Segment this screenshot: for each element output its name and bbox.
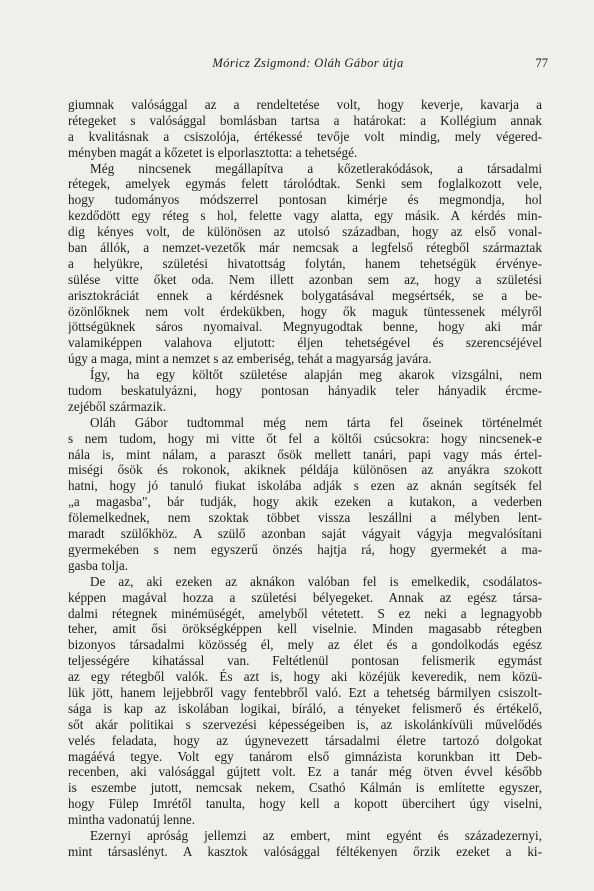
text-line: rétegeket s valósággal bomlásban tartsa a határokat: a Kollégium annak	[68, 112, 542, 128]
text-line: gyermekében s nem egyszerű önzés hajtja rá, hogy gyermekét a ma-	[68, 541, 542, 557]
text-line: rétegek, amelyek egymás felett tárolódtak. Senki sem foglalkozott vele,	[68, 176, 542, 192]
text-line: valamiképpen valahova eljutott: éljen tehetségével és szerencséjével	[68, 335, 542, 351]
text-line: Így, ha egy költőt születése alapján meg akarok vizsgálni, nem	[90, 367, 542, 383]
text-line: magáévá tegye. Volt egy tanárom első gimnázista korunkban itt Deb-	[68, 748, 542, 764]
text-line: mint társaslényt. A kasztok valósággal féltékenyen őrzik ezeket a ki-	[68, 843, 542, 859]
text-line: is eszembe jutott, nemcsak nekem, Csathó Kálmán is említette egyszer,	[68, 780, 542, 796]
text-line: maradt szülőkhöz. A szülő azonban saját vágyait vágyja megvalósítani	[68, 526, 542, 542]
text-line: De az, aki ezeken az aknákon valóban fel is emelkedik, csodálatos-	[90, 573, 542, 589]
body-text	[68, 97, 542, 860]
text-line: hatni, hogy jó tanuló fiukat iskolába adják s ezen az aknán segítsék fel	[68, 478, 542, 494]
text-line: dalmi rétegnek minémüségét, amelyből vétetett. S ez neki a legnagyobb	[68, 605, 542, 621]
text-line: teljességére kihatással van. Feltétlenül pontosan felismerik egymást	[68, 653, 542, 669]
text-line: hogy Fülep Imrétől tanulta, hogy kell a kopott übercihert úgy viselni,	[68, 796, 542, 812]
page-number: 77	[535, 56, 548, 70]
running-title: Móricz Zsigmond: Oláh Gábor útja	[212, 56, 404, 70]
text-line: Még nincsenek megállapítva a kőzetlerakódások, a társadalmi	[90, 160, 542, 176]
text-line: mintha vadonatúj lenne.	[68, 812, 196, 828]
text-line: úgy a maga, mint a nemzet s az emberiség, tehát a magyarság javára.	[68, 351, 432, 367]
text-line: tudom beskatulyázni, hogy pontosan hányadik teler hányadik ércme-	[68, 383, 542, 399]
text-line: Oláh Gábor tudtommal még nem tárta fel őseinek történelmét	[90, 414, 542, 430]
text-line: s nem tudom, hogy mi vitte őt fel a költői csúcsokra: hogy nincsenek-e	[68, 430, 542, 446]
text-line: jöttségüknek sáros nyomaival. Megnyugodtak benne, hogy aki már	[68, 319, 542, 335]
text-line: teher, amit ősi örökségképpen kell viselnie. Minden magasabb rétegben	[68, 621, 542, 637]
text-line: képpen magával hozza a születési bélyegeket. Annak az egész társa-	[68, 589, 542, 605]
text-line: recenben, aki valósággal gújtett volt. Ez a tanár még ötven évvel később	[68, 764, 542, 780]
text-line: giumnak valósággal az a rendeltetése volt, hogy keverje, kavarja a	[68, 97, 542, 112]
text-line: velés feladata, hogy az úgynevezett társadalmi életre tartozó dolgokat	[68, 732, 542, 748]
text-line: Ezernyi apróság jellemzi az embert, mint egyént és századezernyi,	[90, 827, 542, 843]
text-line: dig kényes volt, de különösen az utolsó században, hogy az első vonal-	[68, 224, 542, 240]
running-header	[68, 56, 548, 72]
text-line: az egy rétegből valók. És azt is, hogy aki közéjük keveredik, nem közü-	[68, 669, 542, 685]
text-line: ban állók, a nemzet-vezetők már nemcsak a legfelső rétegből származtak	[68, 240, 542, 256]
text-line: sőt akár politikai s szervezési képességeiben is, az iskolánkívüli művelődés	[68, 716, 542, 732]
text-line: arisztokráciát ennek a kérdésnek bolygatásával megsértsék, se a be-	[68, 287, 542, 303]
text-line: a helyükre, születési hivatottság folytán, hanem tehetségük érvénye-	[68, 255, 542, 271]
text-line: zejéből származik.	[68, 398, 167, 414]
text-line: özönlőknek nem volt érdekükben, hogy ők maguk tüntessenek mélyről	[68, 303, 542, 319]
text-line: gasba tolja.	[68, 557, 129, 573]
text-line: nála is, mint nálam, a paraszt ősök mellett tanári, papi vagy más értel-	[68, 446, 542, 462]
text-line: kezdődött egy réteg s hol, felette vagy alatta, egy másik. A kérdés min-	[68, 208, 542, 224]
text-line: sága is kap az iskolában logikai, bíráló, a tényeket felismerő és értékelő,	[68, 700, 542, 716]
text-line: ményben magát a kőzetet is elporlasztotta: a tehetségé.	[68, 144, 358, 160]
text-line: fölemelkednek, nem szoktak többet vissza leszállni a mélyben lent-	[68, 510, 542, 526]
text-line: hogy tudományos módszerrel pontosan kimérje és megmondja, hol	[68, 192, 542, 208]
text-line: lük jött, hanem lejjebbről vagy fentebbről való. Ezt a tehetség bármilyen csiszolt-	[68, 684, 542, 700]
text-line: bizonyos társadalmi közösség él, mely az élet és a gondolkodás egész	[68, 637, 542, 653]
text-line: miségi ősök és rokonok, akiknek példája különösen az anyákra szokott	[68, 462, 542, 478]
text-line: a kvalitásnak a csiszolója, értékessé tevője volt mindig, mely végered-	[68, 128, 542, 144]
text-line: „a magasba", bár tudják, hogy akik ezeken a kutakon, a vederben	[68, 494, 542, 510]
text-line: sülése vitte őket oda. Nem illett azonban sem az, hogy a születési	[68, 271, 542, 287]
